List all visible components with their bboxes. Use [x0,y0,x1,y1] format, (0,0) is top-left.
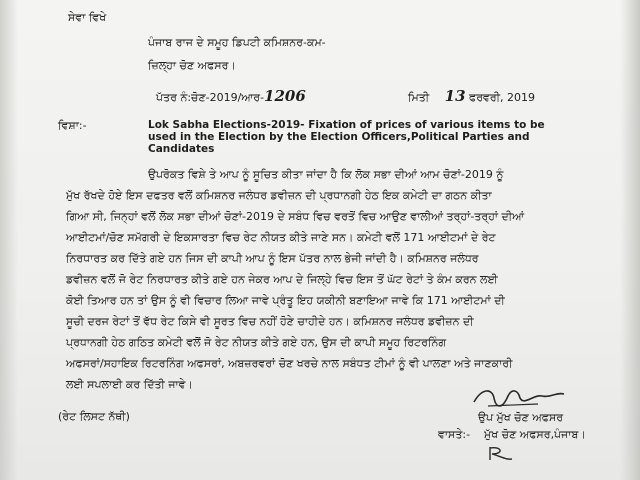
page-edge-shadow-right [620,0,640,480]
body-line-8: ਸੂਚੀ ਦਰਜ ਰੇਟਾਂ ਤੋਂ ਵੱਧ ਰੇਟ ਕਿਸੇ ਵੀ ਸੂਰਤ ਵਿਚ ਨਹੀਂ ਹੋਣੇ ਚਾਹੀਦੇ ਹਨ। ਕਮਿਸ਼ਨਰ ਜਲੰਧਰ ਡਵੀਜ਼ਨ ਦੀ [66,315,474,328]
signatory-office: ਮੁੱਖ ਚੋਣ ਅਫਸਰ,ਪੰਜਾਬ। [484,428,586,441]
date-day-handwritten: 13 [444,87,466,105]
letter-number-handwritten: 1206 [264,87,306,105]
body-line-6: ਡਵੀਜ਼ਨ ਵਲੋਂ ਜੋ ਰੇਟ ਨਿਰਧਾਰਤ ਕੀਤੇ ਗਏ ਹਨ ਜੇਕਰ ਆਪ ਦੇ ਜਿਲ੍ਹੇ ਵਿਚ ਇਸ ਤੋਂ ਘੱਟ ਰੇਟਾਂ ਤੇ ਕੰਮ ਕਰਨ ਲਈ [66,273,498,286]
body-line-10: ਅਫਸਰਾਂ/ਸਹਾਇਕ ਰਿਟਰਨਿੰਗ ਅਫਸਰਾਂ, ਅਬਜ਼ਰਵਰਾਂ ਚੋਣ ਖਰਚੇ ਨਾਲ ਸਬੰਧਤ ਟੀਮਾਂ ਨੂੰ ਵੀ ਪਾਲਣਾ ਅਤੇ ਜਾਣਕਾਰੀ [66,357,513,370]
recipient-line-2: ਜ਼ਿਲ੍ਹਾ ਚੋਣ ਅਫਸਰ। [148,59,236,72]
body-line-2: ਮੁੱਖ ਰੱਖਦੇ ਹੋਏ ਇਸ ਦਫਤਰ ਵਲੋਂ ਕਮਿਸ਼ਨਰ ਜਲੰਧਰ ਡਵੀਜ਼ਨ ਦੀ ਪ੍ਰਧਾਨਗੀ ਹੇਠ ਇਕ ਕਮੇਟੀ ਦਾ ਗਠਨ ਕੀਤਾ [66,189,492,202]
page-edge-shadow-left [0,0,18,480]
body-line-1: ਉਪਰੋਕਤ ਵਿਸ਼ੇ ਤੇ ਆਪ ਨੂੰ ਸੂਚਿਤ ਕੀਤਾ ਜਾਂਦਾ ਹੈ ਕਿ ਲੋਕ ਸਭਾ ਦੀਆਂ ਆਮ ਚੋਣਾਂ-2019 ਨੂੰ [148,168,504,181]
letter-number [156,89,306,105]
salutation: ਸੇਵਾ ਵਿਖੇ [68,11,107,24]
subject-line-3: Candidates [148,143,215,155]
recipient-line-1: ਪੰਜਾਬ ਰਾਜ ਦੇ ਸਮੂਹ ਡਿਪਟੀ ਕਮਿਸ਼ਨਰ-ਕਮ- [148,36,326,49]
signatory-designation: ਉਪ ਮੁੱਖ ਚੋਣ ਅਫਸਰ [478,411,564,424]
initial-scribble [486,444,516,464]
date-month-year: ਫਰਵਰੀ, 2019 [469,91,536,104]
letter-date [408,89,535,105]
body-line-5: ਨਿਰਧਾਰਤ ਕਰ ਦਿੱਤੇ ਗਏ ਹਨ ਜਿਸ ਦੀ ਕਾਪੀ ਆਪ ਨੂੰ ਇਸ ਪੱਤਰ ਨਾਲ ਭੇਜੀ ਜਾਂਦੀ ਹੈ। ਕਮਿਸ਼ਨਰ ਜਲੰਧਰ [66,252,479,265]
enclosure-note: (ਰੇਟ ਲਿਸਟ ਨੱਥੀ) [58,410,130,423]
body-line-4: ਆਈਟਮਾਂ/ਚੋਣ ਸਮੱਗਰੀ ਦੇ ਇਕਸਾਰਤਾ ਵਿਚ ਰੇਟ ਨੀਯਤ ਕੀਤੇ ਜਾਣੇ ਸਨ। ਕਮੇਟੀ ਵਲੋਂ 171 ਆਈਟਮਾਂ ਦੇ ਰੇਟ [66,231,496,244]
subject-line-1: Lok Sabha Elections-2019- Fixation of prices of various items to be [148,119,545,131]
body-line-7: ਕੋਈ ਤਿਆਰ ਹਨ ਤਾਂ ਉਸ ਨੂੰ ਵੀ ਵਿਚਾਰ ਲਿਆ ਜਾਵੇ ਪ੍ਰੰਤੂ ਇਹ ਯਕੀਨੀ ਬਣਾਇਆ ਜਾਵੇ ਕਿ 171 ਆਈਟਮਾਂ ਦੀ [66,294,505,307]
body-line-11: ਲਈ ਸਪਲਾਈ ਕਰ ਦਿੱਤੀ ਜਾਵੇ। [66,378,193,391]
signatory-for-label: ਵਾਸਤੇ:- [438,428,471,441]
subject-line-2: used in the Election by the Election Officers,Political Parties and [148,131,530,143]
body-line-3: ਗਿਆ ਸੀ, ਜਿਨ੍ਹਾਂ ਵਲੋਂ ਲੋਕ ਸਭਾ ਦੀਆਂ ਚੋਣਾਂ-2019 ਦੇ ਸਬੰਧ ਵਿਚ ਵਰਤੋਂ ਵਿਚ ਆਉਣ ਵਾਲੀਆਂ ਤਰ੍ਹਾਂ-ਤਰ੍ਹਾਂ ਦੀਆਂ [66,210,525,223]
letter-number-label: ਪੱਤਰ ਨੰ:ਚੋਣ-2019/ਆਰ- [156,91,265,104]
subject-label: ਵਿਸ਼ਾ:- [58,119,87,132]
signature-scribble [468,384,568,412]
date-label: ਮਿਤੀ [408,91,430,104]
body-line-9: ਪ੍ਰਧਾਨਗੀ ਹੇਠ ਗਠਿਤ ਕਮੇਟੀ ਵਲੋਂ ਜੋ ਰੇਟ ਨੀਯਤ ਕੀਤੇ ਗਏ ਹਨ, ਉਸ ਦੀ ਕਾਪੀ ਸਮੂਹ ਰਿਟਰਨਿੰਗ [66,336,447,349]
